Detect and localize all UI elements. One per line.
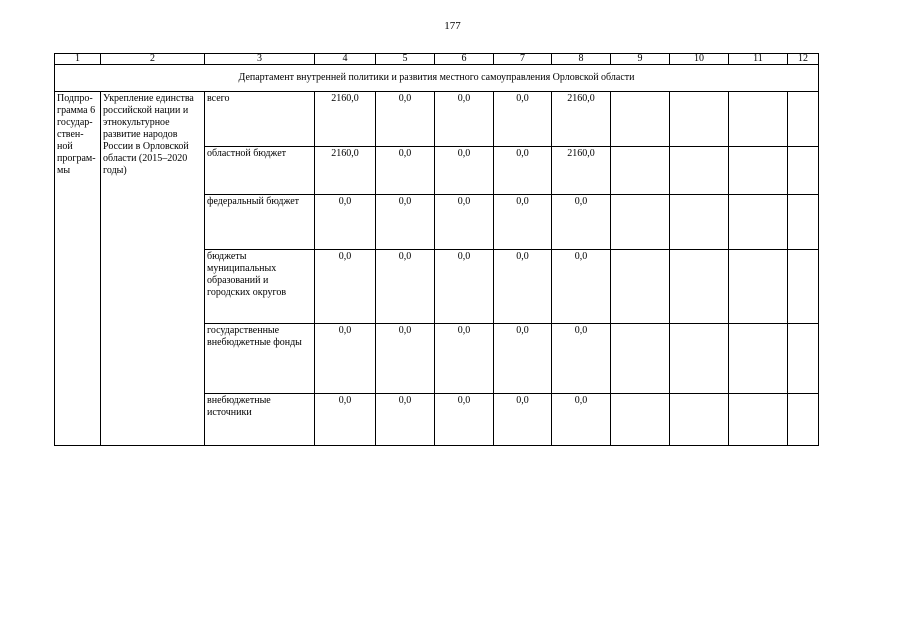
value-cell: 2160,0 bbox=[315, 92, 376, 147]
value-cell: 0,0 bbox=[376, 147, 435, 195]
column-header: 10 bbox=[670, 54, 729, 65]
program-title: Укрепление единства российской нации и этнокультурное развитие народов России в Орловской области (2015–2020 годы) bbox=[101, 92, 205, 446]
column-header: 4 bbox=[315, 54, 376, 65]
funding-source: федеральный бюджет bbox=[205, 195, 315, 250]
funding-source: областной бюджет bbox=[205, 147, 315, 195]
empty-cell bbox=[670, 250, 729, 324]
value-cell: 0,0 bbox=[435, 250, 494, 324]
empty-cell bbox=[729, 92, 788, 147]
value-cell: 0,0 bbox=[494, 147, 552, 195]
empty-cell bbox=[788, 195, 819, 250]
value-cell: 0,0 bbox=[315, 394, 376, 446]
empty-cell bbox=[729, 195, 788, 250]
column-header: 2 bbox=[101, 54, 205, 65]
value-cell: 0,0 bbox=[435, 324, 494, 394]
value-cell: 0,0 bbox=[435, 92, 494, 147]
empty-cell bbox=[611, 324, 670, 394]
column-header: 11 bbox=[729, 54, 788, 65]
column-header: 7 bbox=[494, 54, 552, 65]
department-row bbox=[55, 65, 819, 92]
value-cell: 0,0 bbox=[435, 147, 494, 195]
page-number: 177 bbox=[444, 20, 461, 32]
value-cell: 0,0 bbox=[315, 250, 376, 324]
value-cell: 0,0 bbox=[552, 324, 611, 394]
value-cell: 0,0 bbox=[494, 394, 552, 446]
program-label: Подпро-грамма 6 государ-ствен-ной програм-мы bbox=[55, 92, 101, 446]
value-cell: 0,0 bbox=[494, 250, 552, 324]
empty-cell bbox=[611, 250, 670, 324]
value-cell: 0,0 bbox=[315, 324, 376, 394]
empty-cell bbox=[670, 147, 729, 195]
empty-cell bbox=[611, 147, 670, 195]
column-header: 1 bbox=[55, 54, 101, 65]
budget-table bbox=[54, 53, 819, 446]
value-cell: 0,0 bbox=[494, 195, 552, 250]
funding-source: государственные внебюджетные фонды bbox=[205, 324, 315, 394]
empty-cell bbox=[788, 250, 819, 324]
funding-source: бюджеты муниципальных образований и городских округов bbox=[205, 250, 315, 324]
column-header-row bbox=[55, 54, 819, 65]
funding-source: всего bbox=[205, 92, 315, 147]
value-cell: 0,0 bbox=[376, 92, 435, 147]
empty-cell bbox=[788, 324, 819, 394]
empty-cell bbox=[729, 324, 788, 394]
column-header: 3 bbox=[205, 54, 315, 65]
value-cell: 0,0 bbox=[494, 324, 552, 394]
column-header: 5 bbox=[376, 54, 435, 65]
value-cell: 0,0 bbox=[376, 394, 435, 446]
empty-cell bbox=[670, 92, 729, 147]
value-cell: 0,0 bbox=[435, 394, 494, 446]
empty-cell bbox=[729, 394, 788, 446]
empty-cell bbox=[788, 92, 819, 147]
value-cell: 0,0 bbox=[552, 250, 611, 324]
value-cell: 0,0 bbox=[376, 324, 435, 394]
empty-cell bbox=[611, 394, 670, 446]
empty-cell bbox=[788, 147, 819, 195]
empty-cell bbox=[729, 147, 788, 195]
column-header: 12 bbox=[788, 54, 819, 65]
value-cell: 2160,0 bbox=[552, 92, 611, 147]
column-header: 6 bbox=[435, 54, 494, 65]
value-cell: 0,0 bbox=[552, 195, 611, 250]
empty-cell bbox=[729, 250, 788, 324]
empty-cell bbox=[611, 92, 670, 147]
empty-cell bbox=[670, 324, 729, 394]
column-header: 8 bbox=[552, 54, 611, 65]
value-cell: 0,0 bbox=[494, 92, 552, 147]
empty-cell bbox=[611, 195, 670, 250]
funding-source: внебюджетные источники bbox=[205, 394, 315, 446]
value-cell: 0,0 bbox=[435, 195, 494, 250]
value-cell: 0,0 bbox=[315, 195, 376, 250]
value-cell: 2160,0 bbox=[315, 147, 376, 195]
department-title: Департамент внутренней политики и развития местного самоуправления Орловской области bbox=[55, 65, 819, 92]
empty-cell bbox=[670, 394, 729, 446]
value-cell: 0,0 bbox=[376, 250, 435, 324]
value-cell: 0,0 bbox=[376, 195, 435, 250]
value-cell: 2160,0 bbox=[552, 147, 611, 195]
table-row bbox=[55, 92, 819, 147]
empty-cell bbox=[670, 195, 729, 250]
column-header: 9 bbox=[611, 54, 670, 65]
empty-cell bbox=[788, 394, 819, 446]
value-cell: 0,0 bbox=[552, 394, 611, 446]
